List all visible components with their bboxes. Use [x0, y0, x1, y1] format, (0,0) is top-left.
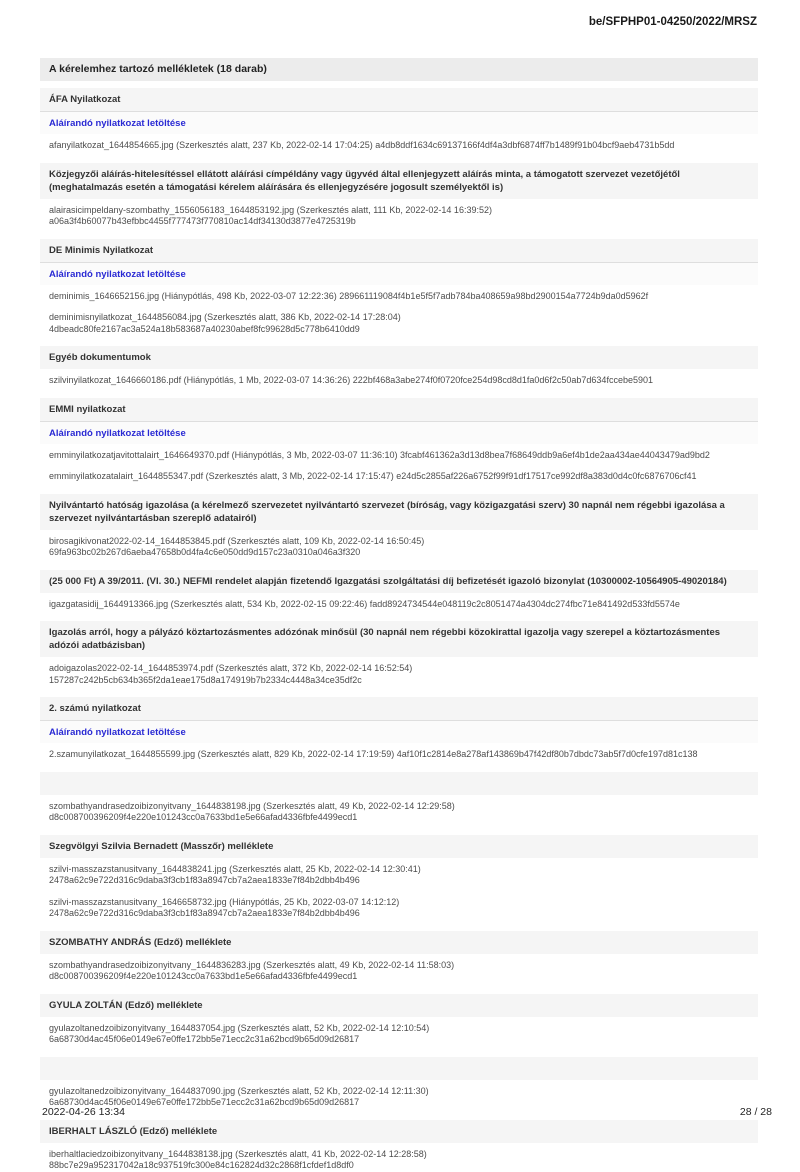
section-title — [40, 772, 758, 795]
sections-list — [40, 88, 758, 1172]
section-title: 2. számú nyilatkozat — [40, 697, 758, 720]
file-line-1: gyulazoltanedzoibizonyitvany_1644837090.jpg (Szerkesztés alatt, 52 Kb, 2022-02-14 12:11:30) — [49, 1085, 429, 1096]
file-line-1: 2.szamunyilatkozat_1644855599.jpg (Szerkesztés alatt, 829 Kb, 2022-02-14 17:19:59) 4af10f1c2814e8a278af143869b47f42df80b7dbdc73ab5f7d0cfe197d81c138 — [49, 749, 698, 759]
download-declaration-link[interactable]: Aláírandó nyilatkozat letöltése — [49, 427, 186, 439]
file-line-1: alairasicimpeldany-szombathy_1556056183_1644853192.jpg (Szerkesztés alatt, 111 Kb, 2022-02-14 16:39:52) — [49, 204, 492, 215]
file-list — [40, 205, 758, 228]
file-entry — [40, 140, 758, 152]
attachment-section — [40, 931, 758, 983]
file-entry — [40, 375, 758, 387]
page-footer — [42, 1106, 772, 1118]
attachment-section — [40, 1057, 758, 1109]
file-line-1: emminyilatkozatalairt_1644855347.pdf (Szerkesztés alatt, 3 Mb, 2022-02-14 17:15:47) e24d5c2855af226a6752f99f91df17517ce992df8a383d0d4c0fc6876706cf41 — [49, 471, 697, 481]
attachment-section — [40, 1120, 758, 1172]
file-list — [40, 450, 758, 483]
file-entry — [40, 599, 758, 611]
file-line-1: szilvinyilatkozat_1646660186.pdf (Hiánypótlás, 1 Mb, 2022-03-07 14:36:26) 222bf468a3abe274f0f0720fce254d98cd8d1fa0d6f2c50ab7d634fccebe5901 — [49, 375, 653, 385]
section-title: Szegvölgyi Szilvia Bernadett (Masszőr) melléklete — [40, 835, 758, 858]
file-entry — [40, 1023, 758, 1046]
file-list — [40, 140, 758, 152]
attachment-section — [40, 88, 758, 152]
file-line-2: 6a68730d4ac45f06e0149e67e0ffe172bb5e71ecc2c31a62bcd9b65d09d26817 — [49, 1034, 360, 1044]
file-entry — [40, 205, 758, 228]
file-line-2: a06a3f4b60077b43efbbc4455f777473f770810ac14df34130d3877e4725319b — [49, 216, 356, 226]
attachment-section — [40, 697, 758, 761]
attachment-section — [40, 772, 758, 824]
file-line-1: emminyilatkozatjavitottalairt_1646649370.pdf (Hiánypótlás, 3 Mb, 2022-03-07 11:36:10) 3fcabf461362a3d13d8bea7f68649ddb9a6ef4b1de2aa434ae44043479ad9bd2 — [49, 449, 710, 460]
file-list — [40, 801, 758, 824]
download-link-row — [40, 262, 758, 285]
file-line-2: 69fa963bc02b267d6aeba47658b0d4fa4c6e050dd9d157c23a0310a046a3f320 — [49, 547, 361, 557]
file-list — [40, 375, 758, 387]
section-title: EMMI nyilatkozat — [40, 398, 758, 421]
attachment-section — [40, 835, 758, 920]
file-list — [40, 291, 758, 336]
section-title: IBERHALT LÁSZLÓ (Edző) melléklete — [40, 1120, 758, 1143]
download-declaration-link[interactable]: Aláírandó nyilatkozat letöltése — [49, 118, 186, 129]
file-line-2: d8c008700396209f4e220e101243cc0a7633bd1e5e66afad4336fbfe4499ecd1 — [49, 812, 358, 822]
file-entry — [40, 801, 758, 824]
file-entry — [40, 1149, 758, 1172]
file-entry — [40, 749, 758, 761]
file-entry — [40, 450, 758, 462]
file-line-1: gyulazoltanedzoibizonyitvany_1644837054.jpg (Szerkesztés alatt, 52 Kb, 2022-02-14 12:10:54) — [49, 1022, 430, 1033]
file-list — [40, 1149, 758, 1172]
file-line-2: d8c008700396209f4e220e101243cc0a7633bd1e5e66afad4336fbfe4499ecd1 — [49, 971, 358, 981]
download-link-row — [40, 421, 758, 444]
file-line-2: 88bc7e29a952317042a18c937519fc300e84c162824d32c2868f1cfdef1d8df0 — [49, 1160, 354, 1170]
section-title: GYULA ZOLTÁN (Edző) melléklete — [40, 994, 758, 1017]
file-entry — [40, 897, 758, 920]
file-line-1: igazgatasidij_1644913366.jpg (Szerkesztés alatt, 534 Kb, 2022-02-15 09:22:46) fadd8924734544e048119c2c8051474a4304dc274fbc71e841492d533fd5574e — [49, 598, 680, 609]
attachments-heading: A kérelemhez tartozó mellékletek (18 darab) — [40, 58, 758, 81]
section-title: (25 000 Ft) A 39/2011. (VI. 30.) NEFMI rendelet alapján fizetendő Igazgatási szolgáltatási díj befizetését igazoló bizonylat (10300002-10564905-49020184) — [40, 570, 758, 593]
file-entry — [40, 291, 758, 303]
file-list — [40, 663, 758, 686]
attachment-section — [40, 239, 758, 336]
download-declaration-link[interactable]: Aláírandó nyilatkozat letöltése — [49, 727, 186, 738]
attachment-section — [40, 398, 758, 483]
download-declaration-link[interactable]: Aláírandó nyilatkozat letöltése — [49, 268, 186, 280]
file-entry — [40, 864, 758, 887]
file-list — [40, 599, 758, 611]
page-number: 28 / 28 — [739, 1106, 772, 1118]
file-line-1: deminimis_1646652156.jpg (Hiánypótlás, 498 Kb, 2022-03-07 12:22:36) 289661119084f4b1e5f5f7adb784ba408659a98bd2900154a7724b9da0d5962f — [49, 290, 649, 301]
file-entry — [40, 960, 758, 983]
file-line-2: 6a68730d4ac45f06e0149e67e0ffe172bb5e71ecc2c31a62bcd9b65d09d26817 — [49, 1097, 360, 1107]
file-entry — [40, 312, 758, 335]
file-entry — [40, 536, 758, 559]
file-entry — [40, 471, 758, 483]
file-entry — [40, 663, 758, 686]
attachment-section — [40, 570, 758, 611]
attachment-section — [40, 994, 758, 1046]
file-list — [40, 536, 758, 559]
section-title: Igazolás arról, hogy a pályázó köztartozásmentes adózónak minősül (30 napnál nem régebbi közokirattal igazolja vagy szerepel a köztartozásmentes adózói adatbázisban) — [40, 621, 758, 657]
file-line-1: szilvi-masszazstanusitvany_1646658732.jpg (Hiánypótlás, 25 Kb, 2022-03-07 14:12:12) — [49, 896, 400, 907]
download-link-row — [40, 111, 758, 134]
file-line-1: szombathyandrasedzoibizonyitvany_1644838198.jpg (Szerkesztés alatt, 49 Kb, 2022-02-14 12:29:58) — [49, 800, 455, 811]
file-line-1: afanyilatkozat_1644854665.jpg (Szerkesztés alatt, 237 Kb, 2022-02-14 17:04:25) a4db8ddf1634c69137166f4df4a3dbf6874ff7b1489f91b04bcf9aeb4731b5dd — [49, 140, 675, 150]
file-list — [40, 960, 758, 983]
file-line-2: 2478a62c9e722d316c9daba3f3cb1f83a8947cb7a2aea1833e7f84b2dbb4b496 — [49, 875, 360, 885]
file-list — [40, 749, 758, 761]
download-link-row — [40, 720, 758, 743]
file-line-1: iberhaltlaciedzoibizonyitvany_1644838138.jpg (Szerkesztés alatt, 41 Kb, 2022-02-14 12:28:58) — [49, 1148, 427, 1159]
section-title: ÁFA Nyilatkozat — [40, 88, 758, 111]
file-line-1: szombathyandrasedzoibizonyitvany_1644836283.jpg (Szerkesztés alatt, 49 Kb, 2022-02-14 11:58:03) — [49, 959, 455, 970]
file-line-2: 157287c242b5cb634b365f2da1eae175d8a174919b7b2334c4448a34ce35df2c — [49, 674, 362, 685]
attachment-section — [40, 346, 758, 387]
section-title: Közjegyzői aláírás-hitelesítéssel ellátott aláírási címpéldány vagy ügyvéd által ellenjegyzett aláírás minta, a támogatott szervezet vezetőjétől (meghatalmazás esetén a támogatási kérelem aláírására és ellenjegyzésére jogosult személyektől is) — [40, 163, 758, 199]
file-line-1: adoigazolas2022-02-14_1644853974.pdf (Szerkesztés alatt, 372 Kb, 2022-02-14 16:52:54) — [49, 663, 413, 673]
section-title: DE Minimis Nyilatkozat — [40, 239, 758, 262]
section-title: Egyéb dokumentumok — [40, 346, 758, 369]
attachment-section — [40, 621, 758, 686]
document-reference: be/SFPHP01-04250/2022/MRSZ — [588, 16, 757, 28]
file-line-1: deminimisnyilatkozat_1644856084.jpg (Szerkesztés alatt, 386 Kb, 2022-02-14 17:28:04) — [49, 312, 401, 322]
file-line-2: 2478a62c9e722d316c9daba3f3cb1f83a8947cb7a2aea1833e7f84b2dbb4b496 — [49, 908, 360, 918]
file-line-1: szilvi-masszazstanusitvany_1644838241.jpg (Szerkesztés alatt, 25 Kb, 2022-02-14 12:30:41) — [49, 863, 421, 874]
file-list — [40, 864, 758, 920]
attachment-section — [40, 494, 758, 559]
file-line-1: birosagikivonat2022-02-14_1644853845.pdf (Szerkesztés alatt, 109 Kb, 2022-02-14 16:50:45) — [49, 535, 425, 546]
file-line-2: 4dbeadc80fe2167ac3a524a18b583687a40230abef8fc99628d5c778b6410dd9 — [49, 323, 360, 334]
generated-timestamp: 2022-04-26 13:34 — [42, 1106, 125, 1118]
section-title: SZOMBATHY ANDRÁS (Edző) melléklete — [40, 931, 758, 954]
section-title — [40, 1057, 758, 1080]
attachment-section — [40, 163, 758, 228]
section-title: Nyilvántartó hatóság igazolása (a kérelmező szervezetet nyilvántartó szervezet (bíróság, vagy közigazgatási szerv) 30 napnál nem régebbi igazolása a szervezet nyilvántartásban szereplő adatairól) — [40, 494, 758, 530]
file-list — [40, 1023, 758, 1046]
